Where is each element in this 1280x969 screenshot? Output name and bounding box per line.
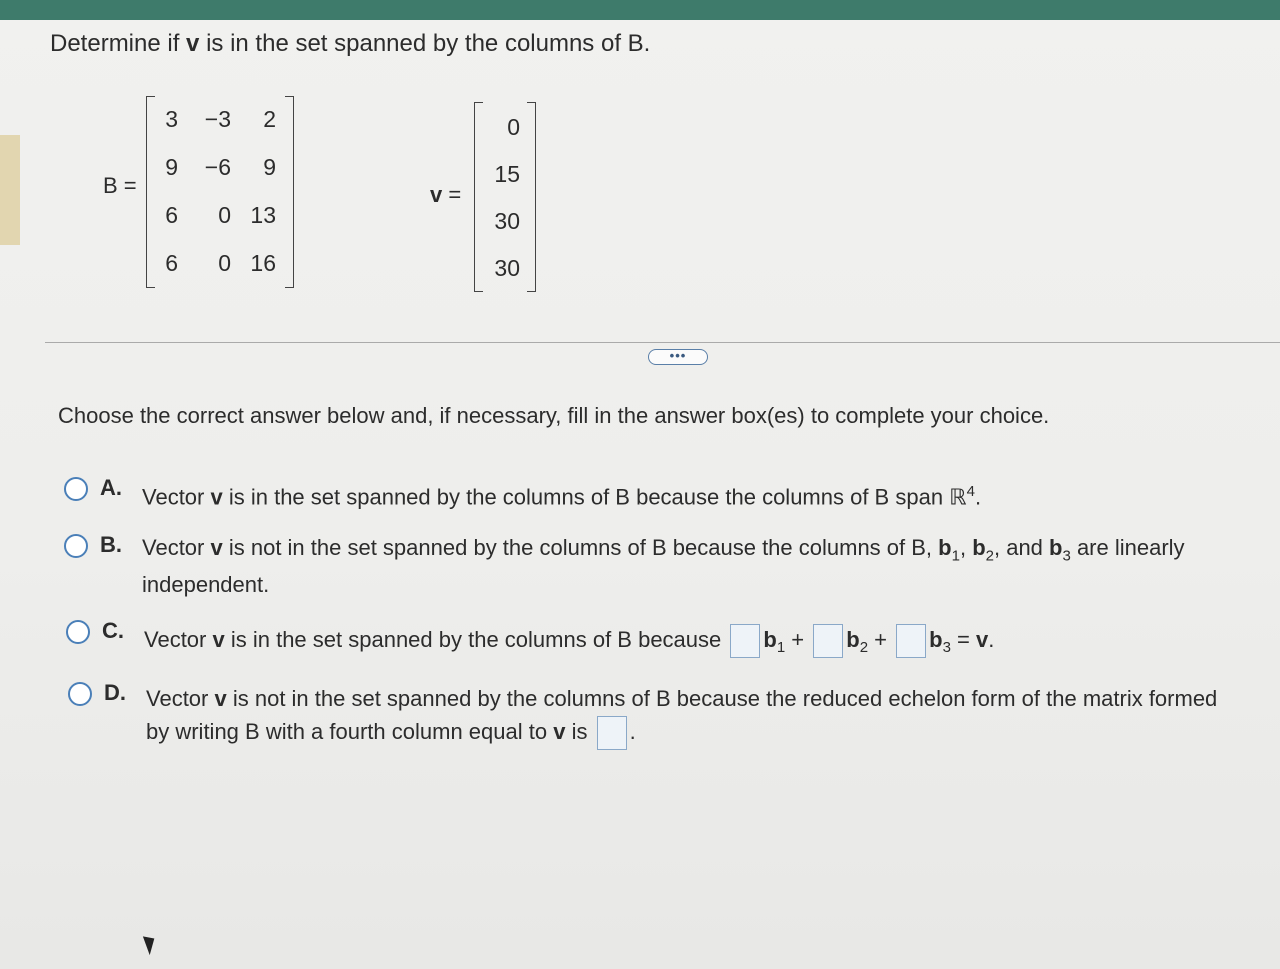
matrix-cell: 13: [250, 202, 276, 228]
answer-box-d[interactable]: [597, 716, 627, 750]
matrix-cell: −3: [204, 106, 231, 132]
mouse-cursor-icon: [143, 933, 159, 955]
matrix-cell: 3: [165, 106, 178, 132]
option-a-text: Vector v is in the set spanned by the columns of B because the columns of B span ℝ$^4$.: [142, 483, 982, 510]
vector-cell: 0: [507, 114, 520, 140]
option-b-text: Vector v is not in the set spanned by the columns of B because the columns of B, $b_1$, $b_2$, and $b_3$ are linearly: [142, 535, 1185, 565]
section-divider: [45, 342, 1280, 343]
left-edge-stripe: [0, 135, 20, 245]
matrix-cell: 2: [263, 106, 276, 132]
matrix-cell: 6: [165, 202, 178, 228]
option-a-radio[interactable]: [64, 477, 88, 501]
option-d-text: Vector v is not in the set spanned by the columns of B because the reduced echelon form of the matrix formed: [146, 686, 1218, 711]
right-bracket: [285, 96, 294, 288]
matrix-b-label: B =: [103, 173, 137, 198]
matrix-cell: 0: [218, 202, 231, 228]
vector-cell: 15: [494, 161, 520, 187]
option-c-letter: C.: [102, 618, 124, 643]
option-d-radio[interactable]: [68, 682, 92, 706]
answer-box-c3[interactable]: [896, 624, 926, 658]
vector-v-label: v =: [430, 182, 462, 207]
option-c-text: Vector v is in the set spanned by the columns of B because $b_1 + b_2 + b_3 = v$.: [144, 624, 994, 658]
vector-cell: 30: [494, 208, 520, 234]
answer-box-c1[interactable]: [730, 624, 760, 658]
option-a-letter: A.: [100, 475, 122, 500]
vector-cell: 30: [494, 255, 520, 281]
matrix-cell: 6: [165, 250, 178, 276]
matrix-b: [146, 96, 294, 288]
matrix-cell: 0: [218, 250, 231, 276]
option-d-text-line2: by writing B with a fourth column equal to v is .: [146, 716, 636, 750]
matrix-cell: −6: [204, 154, 231, 180]
option-d-letter: D.: [104, 680, 126, 705]
question-text: Determine if v is in the set spanned by the columns of B.: [50, 30, 651, 57]
vector-v: [474, 102, 536, 292]
matrix-cell: 9: [165, 154, 178, 180]
matrix-cell: 16: [250, 250, 276, 276]
matrix-cell: 9: [263, 154, 276, 180]
top-bar: [0, 0, 1280, 20]
option-b-letter: B.: [100, 532, 122, 557]
more-button[interactable]: •••: [648, 349, 708, 365]
option-b-text-line2: independent.: [142, 572, 270, 597]
answer-box-c2[interactable]: [813, 624, 843, 658]
option-b-radio[interactable]: [64, 534, 88, 558]
option-c-radio[interactable]: [66, 620, 90, 644]
right-bracket: [527, 102, 536, 292]
instruction-text: Choose the correct answer below and, if necessary, fill in the answer box(es) to complete your choice.: [58, 403, 1050, 428]
